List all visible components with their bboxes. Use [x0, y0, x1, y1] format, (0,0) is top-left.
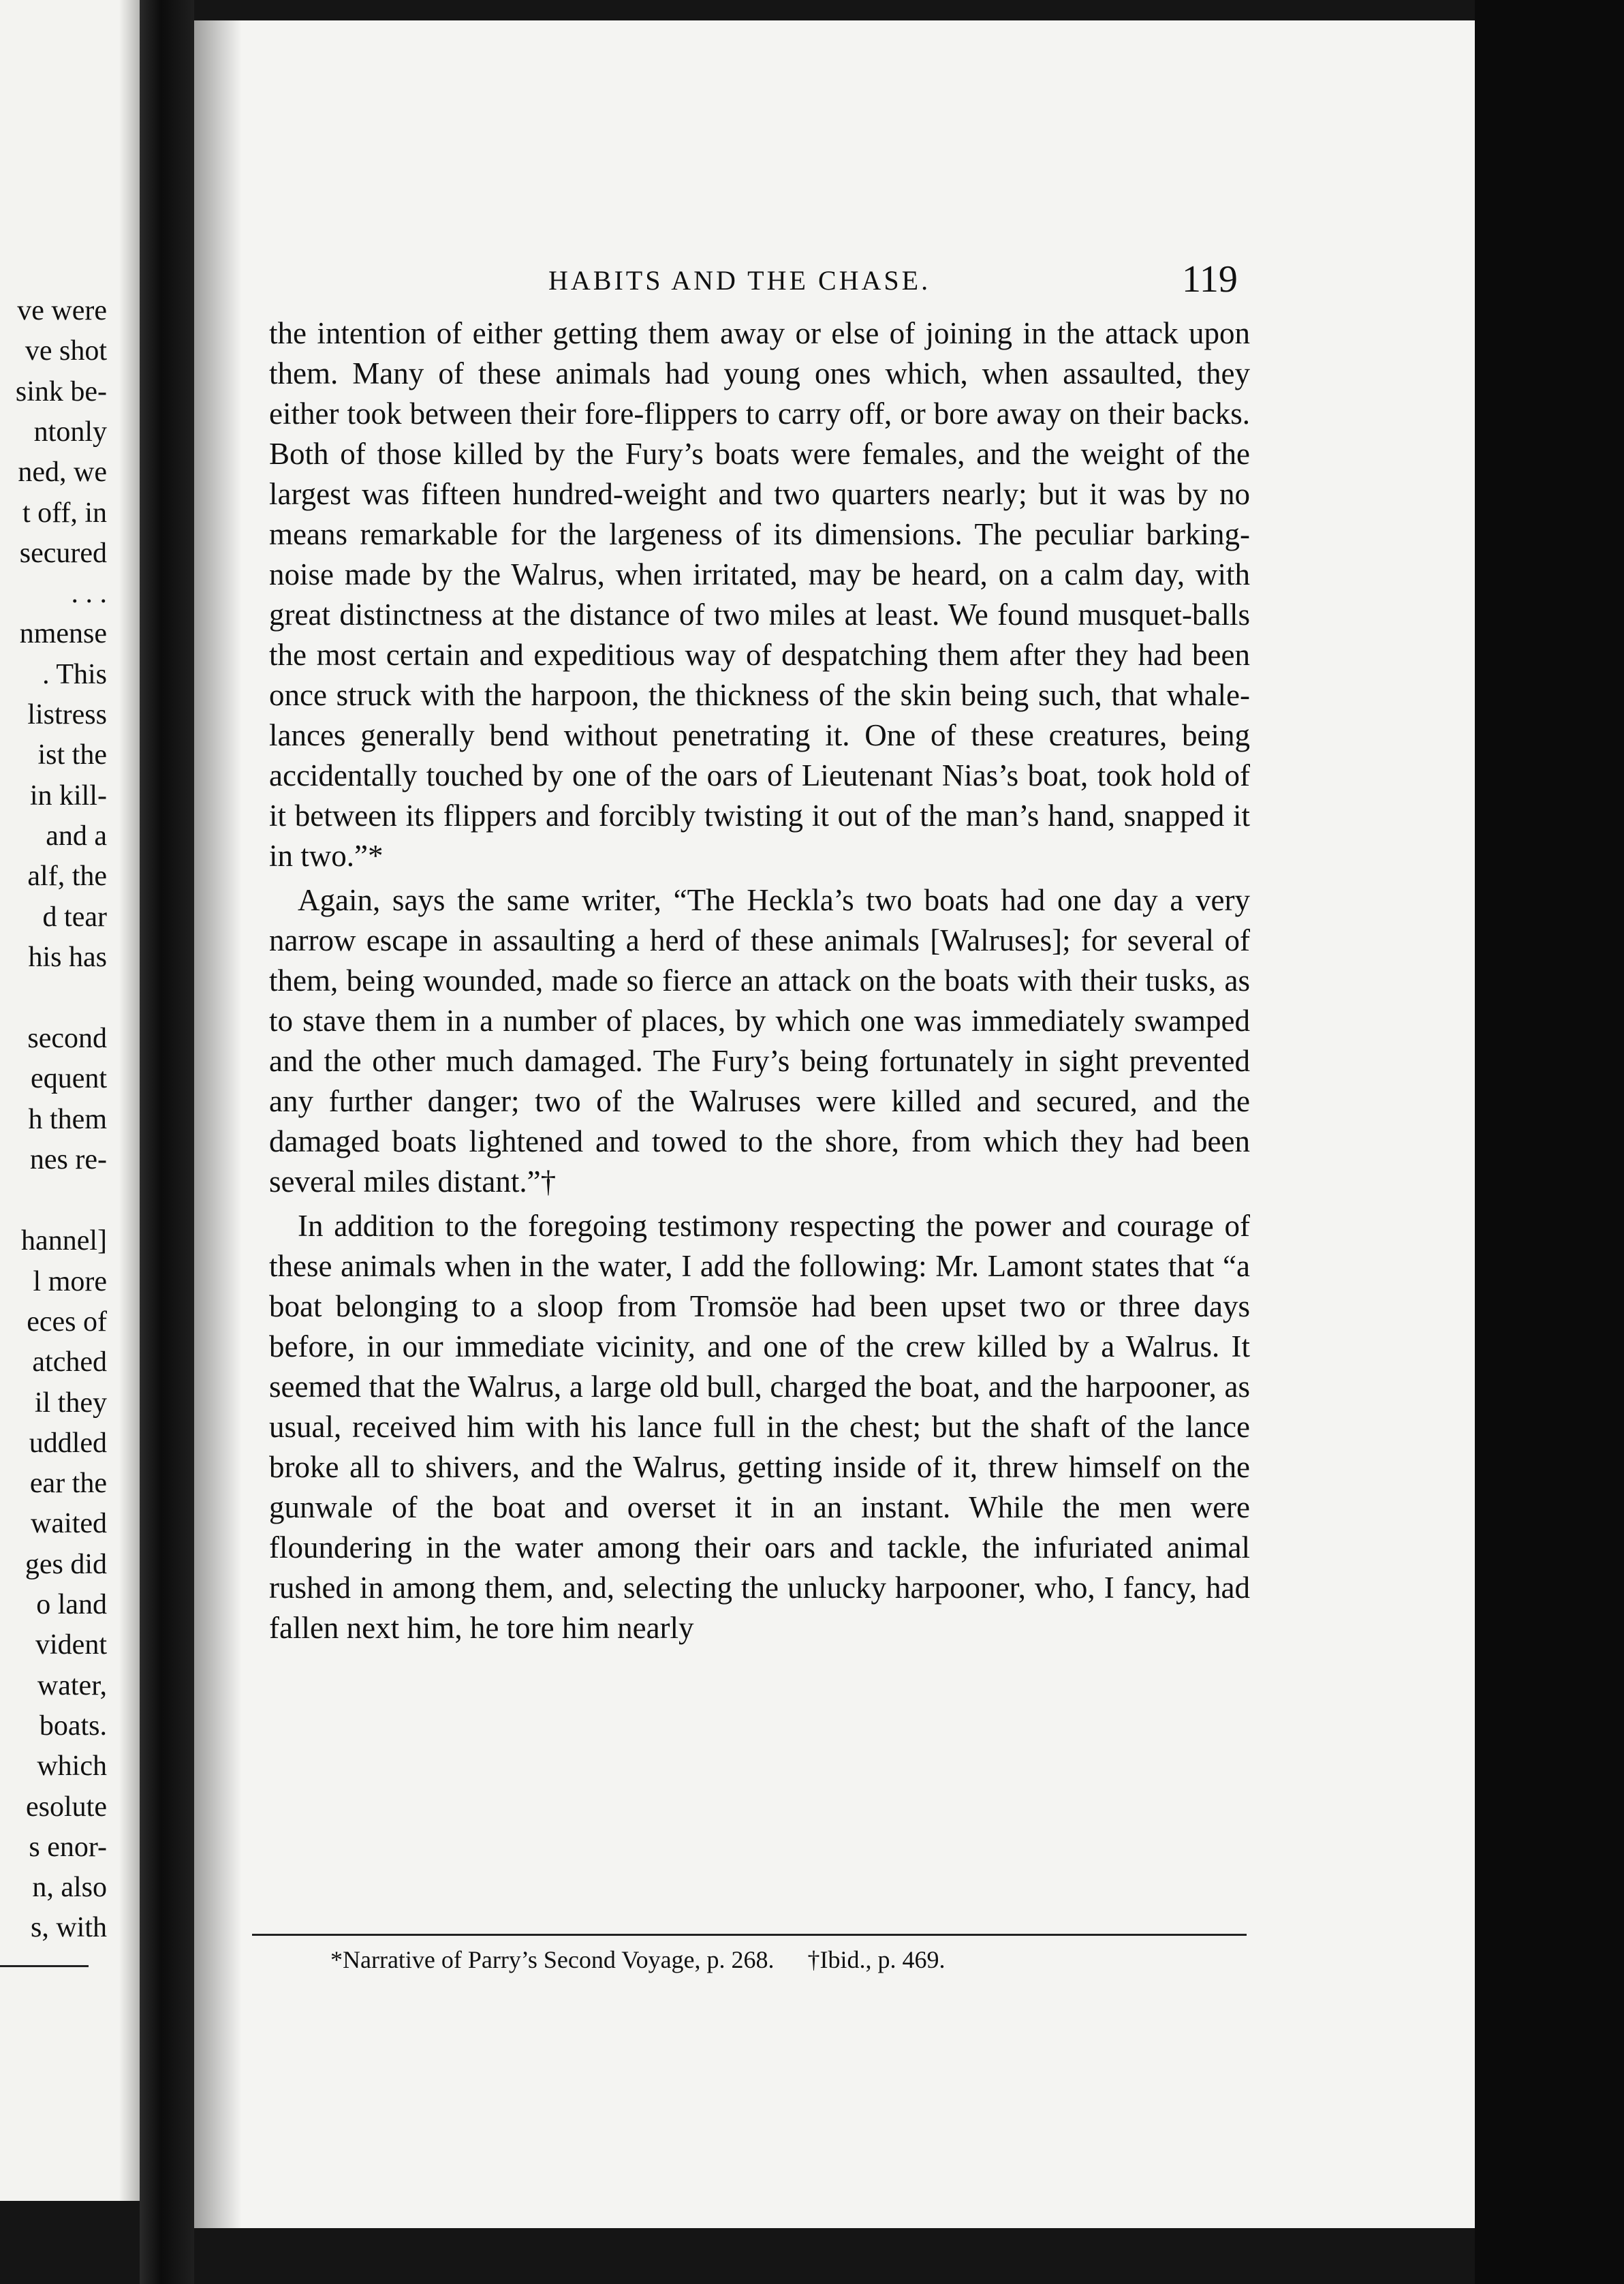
body-text — [269, 313, 1250, 1648]
left-page-line: in kill- — [29, 780, 107, 812]
left-page-line: vident — [35, 1629, 107, 1661]
left-page-line: ned, we — [18, 457, 107, 489]
left-page-line: atched — [32, 1346, 107, 1378]
left-gutter-shadow — [119, 0, 140, 2201]
footnote-1: *Narrative of Parry’s Second Voyage, p. 268. — [330, 1946, 775, 1973]
left-page-line: nmense — [19, 618, 107, 650]
footnote-2: †Ibid., p. 469. — [807, 1946, 946, 1973]
left-page-line: ist the — [37, 739, 107, 771]
left-page-line: boats. — [39, 1710, 107, 1742]
page-number: 119 — [1182, 258, 1238, 300]
left-page-line: waited — [31, 1508, 107, 1540]
running-head — [194, 252, 1475, 300]
running-title: HABITS AND THE CHASE. — [548, 265, 931, 296]
left-page-line: s enor- — [29, 1831, 107, 1863]
left-page-line: eces of — [27, 1306, 107, 1338]
left-page-line: water, — [37, 1669, 107, 1701]
left-page-line: . This — [42, 658, 107, 690]
left-page-line: sink be- — [15, 375, 107, 407]
left-page-line: his has — [28, 941, 107, 973]
left-page-line: listress — [27, 699, 107, 730]
paragraph-3: In addition to the foregoing testimony respecting the power and courage of these animals when in the water, I add the following: Mr. Lamont states that “a boat belonging to a sloop from Tromsöe had been upset two or three days before, in our immediate vicinity, and one of the crew killed by a Walrus. It seemed that the Walrus, a large old bull, charged the boat, and the harpooner, as usual, received him with his lance full in the chest; but the shaft of the lance broke all to shivers, and the Walrus, getting inside of it, threw himself on the gunwale of the boat and overset it in an instant. While the men were floundering in the water among their oars and tackle, the infuriated animal rushed in among them, and, selecting the unlucky harpooner, who, I fancy, had fallen next him, he tore him nearly — [269, 1209, 1250, 1645]
left-page-line: h them — [28, 1103, 107, 1135]
scan-background-edge — [1475, 0, 1624, 2284]
left-page-line: alf, the — [27, 861, 107, 893]
left-page-line: equent — [31, 1063, 107, 1095]
paragraph-1: the intention of either getting them away or else of joining in the attack upon them. Many of these animals had young ones which, when assaulted, they either took between their fore-flippers to carry off, or bore away on their backs. Both of those killed by the Fury’s boats were females, and the weight of the largest was fifteen hundred-weight and two quarters nearly; but it was by no means remarkable for the largeness of its dimensions. The peculiar barking-noise made by the Walrus, when irritated, may be heard, on a calm day, with great distinctness at the distance of two miles at least. We found musquet-balls the most certain and expeditious way of despatching them after they had been once struck with the harpoon, the thickness of the skin being such, that whale-lances generally bend without penetrating it. One of these creatures, being accidentally touched by one of the oars of Lieutenant Nias’s boat, took hold of it between its flippers and forcibly twisting it out of the man’s hand, snapped it in two.”* — [269, 316, 1250, 873]
left-page-line: ve shot — [25, 335, 107, 367]
left-page-line: second — [27, 1023, 107, 1055]
left-page-line: n, also — [32, 1872, 107, 1904]
left-page-line: t off, in — [22, 497, 107, 529]
right-gutter-shadow — [194, 20, 242, 2228]
left-page-line: ges did — [25, 1548, 107, 1580]
paragraph-2: Again, says the same writer, “The Heckla’s two boats had one day a very narrow escape in assaulting a herd of these animals [Walruses]; for several of them, being wounded, made so fierce an attack on the boats with their tusks, as to stave them in a number of places, by which one was immediately swamped and the other much damaged. The Fury’s being fortunately in sight prevented any further danger; two of the Walruses were killed and secured, and the damaged boats lightened and towed to the shore, from which they had been several miles distant.”† — [269, 883, 1250, 1199]
left-page-line: uddled — [29, 1427, 107, 1459]
left-footnote-rule — [0, 1965, 89, 1967]
footnote-rule — [252, 1934, 1247, 1936]
left-page-line: nes re- — [29, 1144, 107, 1175]
left-page — [0, 0, 140, 2201]
right-page — [194, 20, 1475, 2228]
left-page-line: ve were — [17, 295, 107, 326]
left-page-line: l more — [33, 1265, 107, 1297]
left-page-line: s, with — [30, 1912, 107, 1944]
left-page-line: and a — [46, 820, 107, 852]
left-page-line: il they — [34, 1387, 107, 1419]
left-page-line: o land — [36, 1589, 107, 1620]
left-page-line: d tear — [42, 901, 107, 933]
left-page-line: hannel] — [21, 1225, 107, 1257]
left-page-line: secured — [19, 537, 107, 569]
book-spine — [140, 0, 194, 2284]
left-page-line: esolute — [26, 1791, 107, 1823]
left-page-line: ntonly — [33, 416, 107, 448]
left-page-line: ear the — [29, 1468, 107, 1500]
left-page-line: which — [37, 1750, 107, 1783]
left-page-line: . . . — [71, 578, 107, 610]
footnotes — [330, 1945, 1257, 1974]
